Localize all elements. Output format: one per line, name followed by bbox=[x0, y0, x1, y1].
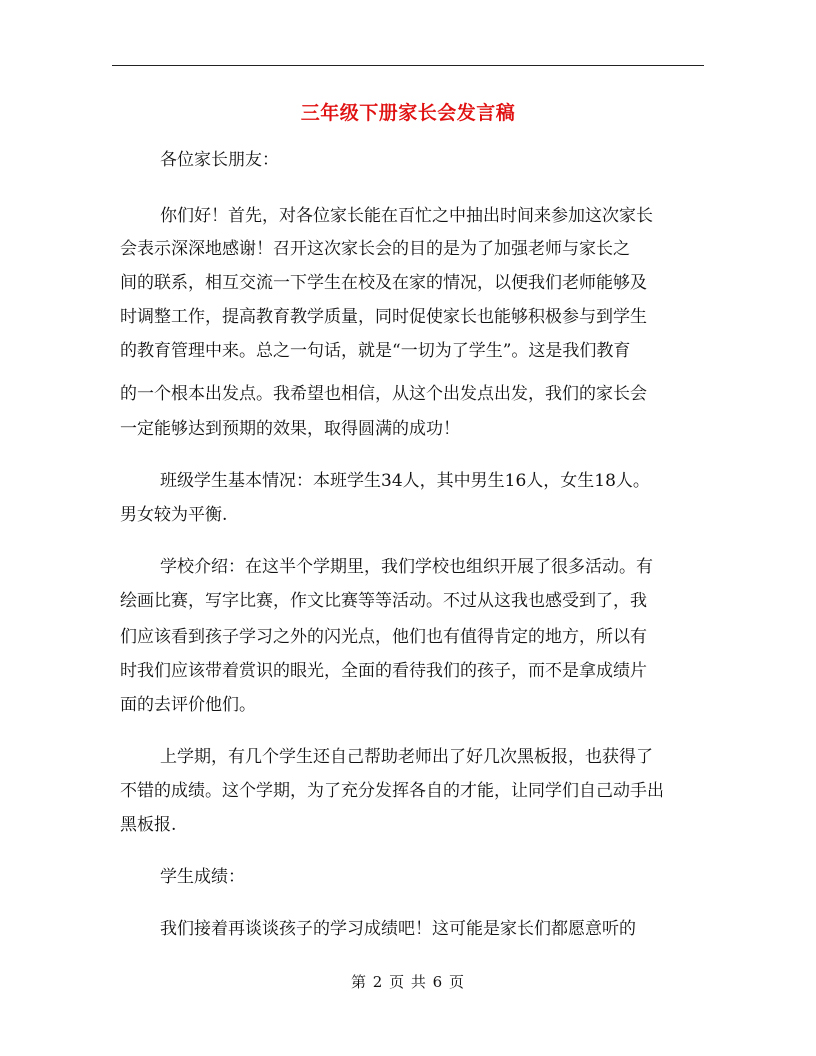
body-line: 时调整工作，提高教育教学质量，同时促使家长也能够积极参与到学生 bbox=[120, 307, 647, 327]
header-rule bbox=[112, 65, 704, 66]
body-line: 会表示深深地感谢！召开这次家长会的目的是为了加强老师与家长之 bbox=[120, 239, 630, 259]
body-line: 我们接着再谈谈孩子的学习成绩吧！这可能是家长们都愿意听的 bbox=[160, 919, 636, 939]
salutation-line: 各位家长朋友： bbox=[160, 150, 279, 170]
body-line: 们应该看到孩子学习之外的闪光点，他们也有值得肯定的地方，所以有 bbox=[120, 627, 647, 647]
body-line: 上学期，有几个学生还自己帮助老师出了好几次黑板报，也获得了 bbox=[160, 747, 653, 767]
body-line: 不错的成绩。这个学期，为了充分发挥各自的才能，让同学们自己动手出 bbox=[120, 781, 664, 801]
body-line: 间的联系，相互交流一下学生在校及在家的情况，以便我们老师能够及 bbox=[120, 273, 647, 293]
body-line: 男女较为平衡. bbox=[120, 505, 228, 525]
body-line: 学校介绍：在这半个学期里，我们学校也组织开展了很多活动。有 bbox=[160, 557, 653, 577]
body-line: 学生成绩： bbox=[160, 867, 245, 887]
body-line: 黑板报. bbox=[120, 815, 177, 835]
body-line: 时我们应该带着赏识的眼光，全面的看待我们的孩子，而不是拿成绩片 bbox=[120, 661, 647, 681]
body-line: 面的去评价他们。 bbox=[120, 695, 256, 715]
page-number-footer: 第 2 页 共 6 页 bbox=[351, 973, 465, 991]
body-line: 的教育管理中来。总之一句话，就是“一切为了学生”。这是我们教育 bbox=[120, 341, 631, 361]
body-line: 一定能够达到预期的效果，取得圆满的成功！ bbox=[120, 419, 460, 439]
body-line: 的一个根本出发点。我希望也相信，从这个出发点出发，我们的家长会 bbox=[120, 384, 647, 404]
body-line: 你们好！首先，对各位家长能在百忙之中抽出时间来参加这次家长 bbox=[160, 206, 653, 226]
document-title: 三年级下册家长会发言稿 bbox=[300, 102, 516, 124]
body-line: 绘画比赛，写字比赛，作文比赛等等活动。不过从这我也感受到了，我 bbox=[120, 591, 647, 611]
body-line: 班级学生基本情况：本班学生34人，其中男生16人，女生18人。 bbox=[160, 471, 650, 491]
